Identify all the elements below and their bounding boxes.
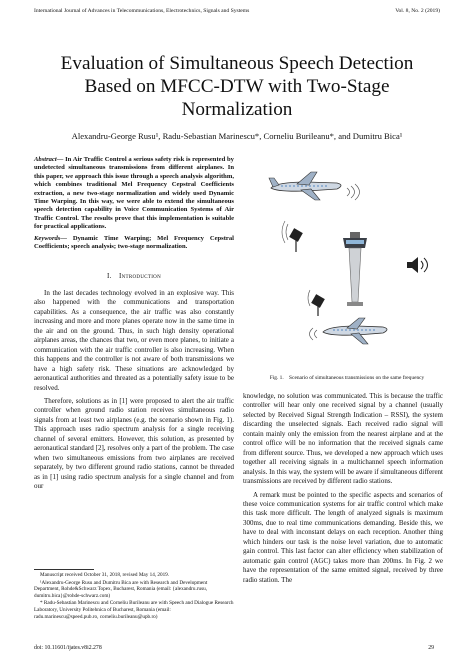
- footnotes: [34, 572, 234, 621]
- body-paragraph: knowledge, no solution was communicated. This is because the traffic controller will hear only one received signal by a channel (usually selected by Received Signal Strength Indication – RSSI), the system discarding the unselected signals. Each received radio signal will contain mainly only the emission from the nearest airplane and at the control office will be no information that the received signals came from different source. Thus, we developed a new approach which uses together all receiving signals in a multichannel speech information analysis. In this way, the system will be aware if simultaneous different transmissions are received by different radio stations.: [243, 392, 443, 486]
- footnote: * Radu-Sebastian Marinescu and Corneliu Burileanu are with Speech and Dialogue Research Laboratory, University Politehnica of Bucharest, Romania (email: radu.marinescu@speed.pub.ro, corneliu.burileanu@upb.ro): [34, 600, 234, 620]
- keywords-text: Dynamic Time Warping; Mel Frequency Cepstral Coefficients; speech analysis; two-stage normalization.: [34, 235, 234, 251]
- volume-info: Vol. 8, No. 2 (2019): [395, 8, 440, 14]
- abstract-text: In Air Traffic Control a serious safety risk is represented by undetected simultaneous transmissions from different airplanes. In this paper, we approach this issue through a speech analysis algorithm, which combines traditional Mel Frequency Cepstral Coefficients extraction, a new two-stage normalization and widely used Dynamic Time Warping. In this way, we were able to extend the simultaneous speech detection capability in Voice Communication Systems of Air Traffic Control. The results prove that this implementation is suitable for practical applications.: [34, 156, 234, 231]
- signal-waves-icon: [347, 184, 360, 200]
- airplane-top-icon: [269, 172, 341, 200]
- footnote-divider: [34, 569, 94, 570]
- footnote: ¹Alexandru-George Rusu and Dumitru Bica are with Research and Development Department, Rohde&Schwarz Topex, Bucharest, Romania (email: {alexandru.rusu, dumitru.bica}@rohde-schwarz.com): [34, 579, 208, 599]
- body-paragraph: In the last decades technology evolved in an explosive way. This also happened with the communications and transportation capabilities. As a consequence, the air traffic was also constantly increasing and more and more planes operate now in the same time in the air and on the ground. Thus, in such high density operational airplanes areas, the chances that two, or even more planes, to initiate a communication with the air traffic controller is also increasing. When this happens and the controller is not aware of both transmissions we have a high safety risk. These situations are acknowledged by aeronautical authorities and threated as a potentially safety issue to be resolved.: [34, 289, 234, 392]
- section-heading-introduction: I. Introduction: [106, 272, 162, 280]
- keywords: [34, 235, 234, 252]
- control-tower-icon: [343, 232, 367, 306]
- page-number: 29: [428, 645, 434, 651]
- body-paragraph: Therefore, solutions as in [1] were proposed to alert the air traffic controller when ground radio station receives simultaneous radio signals from at least two airplanes (e.g. the scenario shown in Fig. 1). This approach uses radio spectrum analysis for a single receiving channel of several emitters. However, this solution, as presented by aeronautical standard [2], resolves only a part of the problem. The case when two simultaneous emissions from two airplanes are received separately, by two different ground radio stations, cannot be threaded as in [1] using radio spectrum analysis for a single channel and from our: [34, 396, 234, 491]
- abstract-label: Abstract—: [34, 156, 64, 163]
- running-header: [34, 8, 440, 14]
- left-column-body: [34, 289, 234, 492]
- radio-antenna-icon: [282, 221, 303, 252]
- doi: doi: 10.11601/ijates.v8i2.278: [34, 645, 102, 651]
- journal-name: International Journal of Advances in Telecommunications, Electrotechnics, Signals and Systems: [34, 8, 250, 14]
- body-paragraph: A remark must be pointed to the specific aspects and scenarios of these voice communication systems for air traffic control which make this task more difficult. The length of analyzed signals is maximum 300ms, due to real time communications demanding. Beside this, we have to deal with inconstant delays on each reception. Another thing which hinders our task is the noise level variation, due to automatic gain control. This last factor can alter efficiency when stabilization of automatic gain control (AGC) takes more than 200ms. In Fig. 2 we have the representation of the same emitted signal, received by three radio station. The: [243, 490, 443, 584]
- airplane-bottom-icon: [323, 318, 387, 344]
- signal-waves-icon: [310, 328, 318, 340]
- footnote: Manuscript received October 31, 2018, revised May 14, 2019.: [40, 572, 170, 578]
- radio-antenna-icon: [308, 290, 325, 316]
- paper-title: Evaluation of Simultaneous Speech Detection Based on MFCC-DTW with Two-Stage Normalization: [60, 53, 414, 120]
- right-column-body: [243, 392, 443, 585]
- author-list: Alexandru-George Rusu¹, Radu-Sebastian Marinescu*, Corneliu Burileanu*, and Dumitru Bica¹: [71, 131, 403, 141]
- figure-caption: Fig. 1. Scenario of simultaneous transmissions on the same frequency: [269, 375, 425, 381]
- figure-1-illustration: [247, 160, 447, 360]
- abstract: [34, 156, 234, 232]
- keywords-label: Keywords—: [34, 235, 67, 242]
- speaker-icon: [407, 257, 428, 273]
